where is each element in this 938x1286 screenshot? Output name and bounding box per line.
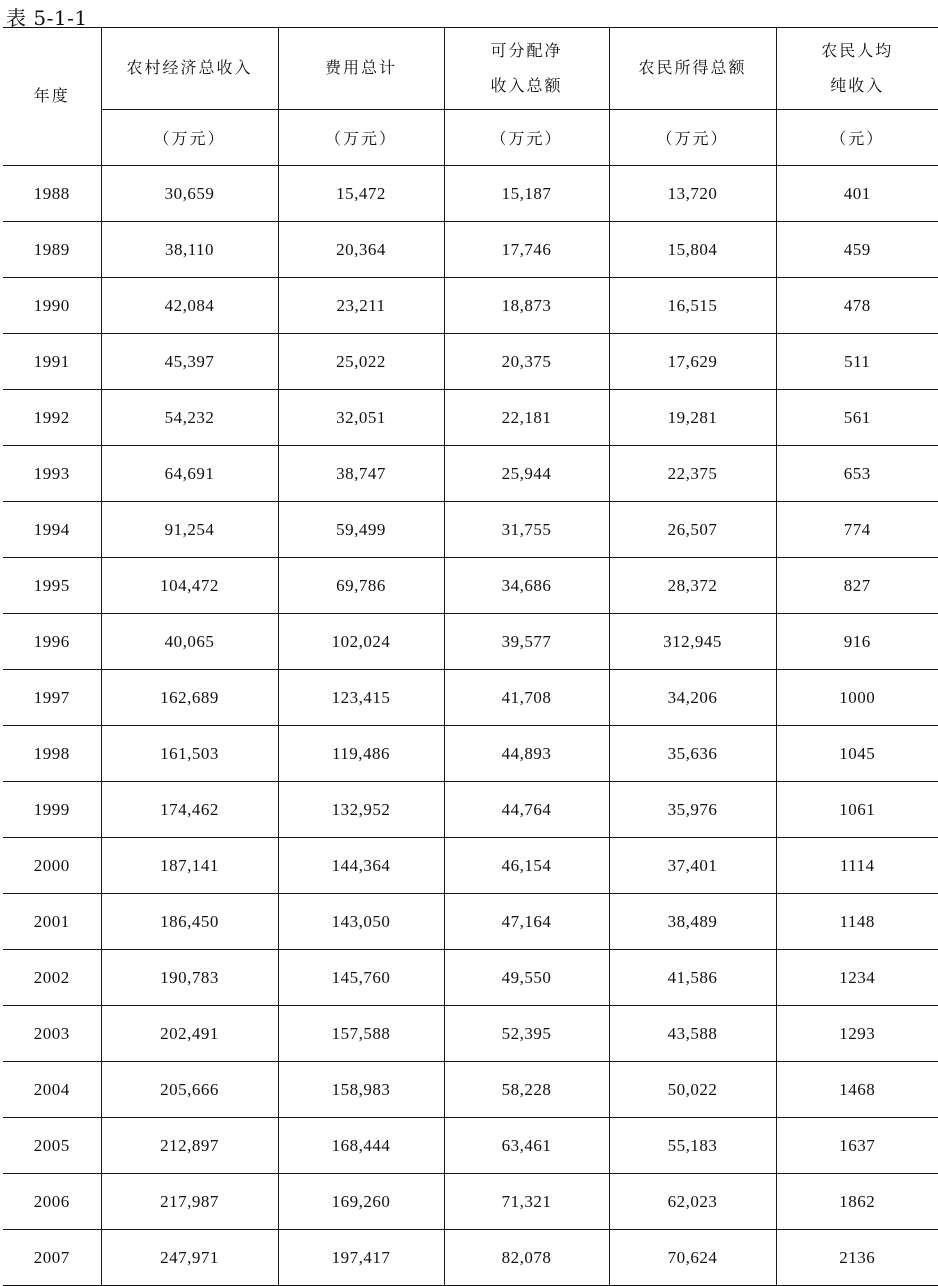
year-cell: 2000 [3,838,101,894]
header-label-line2: 收入总额 [445,69,609,104]
rural-economy-income-cell: 217,987 [101,1174,278,1230]
distributable-net-income-cell: 46,154 [444,838,609,894]
distributable-net-income-cell: 34,686 [444,558,609,614]
rural-economy-income-cell: 161,503 [101,726,278,782]
year-cell: 1993 [3,446,101,502]
header-year: 年度 [3,28,101,166]
distributable-net-income-cell: 22,181 [444,390,609,446]
table-row [3,726,938,782]
per-capita-net-income-cell: 1862 [776,1174,938,1230]
rural-economy-income-cell: 190,783 [101,950,278,1006]
farmer-total-income-cell: 16,515 [609,278,776,334]
header-per-capita-net-income [776,28,938,110]
table-row [3,1174,938,1230]
per-capita-net-income-cell: 511 [776,334,938,390]
rural-economy-income-cell: 202,491 [101,1006,278,1062]
header-label-line1: 可分配净 [445,34,609,69]
per-capita-net-income-cell: 459 [776,222,938,278]
table-row [3,446,938,502]
table-row [3,1230,938,1286]
income-statistics-table [3,27,938,1286]
per-capita-net-income-cell: 1061 [776,782,938,838]
header-label: 费用总计 [279,51,444,86]
header-label-line1: 农民人均 [777,34,938,69]
table-row [3,1118,938,1174]
table-row [3,782,938,838]
rural-economy-income-cell: 162,689 [101,670,278,726]
year-cell: 2006 [3,1174,101,1230]
farmer-total-income-cell: 55,183 [609,1118,776,1174]
distributable-net-income-cell: 25,944 [444,446,609,502]
distributable-net-income-cell: 20,375 [444,334,609,390]
farmer-total-income-cell: 43,588 [609,1006,776,1062]
total-expenses-cell: 132,952 [278,782,444,838]
total-expenses-cell: 59,499 [278,502,444,558]
year-cell: 1998 [3,726,101,782]
year-cell: 2007 [3,1230,101,1286]
table-body [3,166,938,1286]
farmer-total-income-cell: 34,206 [609,670,776,726]
farmer-total-income-cell: 41,586 [609,950,776,1006]
year-cell: 2002 [3,950,101,1006]
per-capita-net-income-cell: 1045 [776,726,938,782]
per-capita-net-income-cell: 653 [776,446,938,502]
per-capita-net-income-cell: 1293 [776,1006,938,1062]
year-cell: 1992 [3,390,101,446]
total-expenses-cell: 23,211 [278,278,444,334]
total-expenses-cell: 38,747 [278,446,444,502]
per-capita-net-income-cell: 561 [776,390,938,446]
year-cell: 2003 [3,1006,101,1062]
total-expenses-cell: 144,364 [278,838,444,894]
header-total-expenses [278,28,444,110]
table-row [3,1062,938,1118]
table-row [3,222,938,278]
rural-economy-income-cell: 54,232 [101,390,278,446]
table-row [3,838,938,894]
farmer-total-income-cell: 13,720 [609,166,776,222]
distributable-net-income-cell: 44,893 [444,726,609,782]
per-capita-net-income-cell: 1637 [776,1118,938,1174]
distributable-net-income-cell: 31,755 [444,502,609,558]
table-row [3,670,938,726]
year-cell: 1991 [3,334,101,390]
per-capita-net-income-cell: 1000 [776,670,938,726]
year-cell: 2004 [3,1062,101,1118]
table-row [3,950,938,1006]
farmer-total-income-cell: 70,624 [609,1230,776,1286]
per-capita-net-income-cell: 1148 [776,894,938,950]
table-row [3,278,938,334]
total-expenses-cell: 197,417 [278,1230,444,1286]
farmer-total-income-cell: 35,976 [609,782,776,838]
rural-economy-income-cell: 91,254 [101,502,278,558]
table-row [3,1006,938,1062]
year-cell: 1990 [3,278,101,334]
farmer-total-income-cell: 17,629 [609,334,776,390]
farmer-total-income-cell: 35,636 [609,726,776,782]
year-cell: 1989 [3,222,101,278]
header-distributable-net-income [444,28,609,110]
farmer-total-income-cell: 37,401 [609,838,776,894]
rural-economy-income-cell: 30,659 [101,166,278,222]
table-row [3,614,938,670]
unit-label: （万元） [101,110,278,166]
distributable-net-income-cell: 49,550 [444,950,609,1006]
per-capita-net-income-cell: 1234 [776,950,938,1006]
farmer-total-income-cell: 62,023 [609,1174,776,1230]
rural-economy-income-cell: 104,472 [101,558,278,614]
total-expenses-cell: 157,588 [278,1006,444,1062]
distributable-net-income-cell: 52,395 [444,1006,609,1062]
year-cell: 2001 [3,894,101,950]
rural-economy-income-cell: 212,897 [101,1118,278,1174]
total-expenses-cell: 123,415 [278,670,444,726]
rural-economy-income-cell: 45,397 [101,334,278,390]
distributable-net-income-cell: 82,078 [444,1230,609,1286]
total-expenses-cell: 169,260 [278,1174,444,1230]
total-expenses-cell: 158,983 [278,1062,444,1118]
table-header [3,28,938,166]
farmer-total-income-cell: 26,507 [609,502,776,558]
year-cell: 1999 [3,782,101,838]
farmer-total-income-cell: 38,489 [609,894,776,950]
farmer-total-income-cell: 22,375 [609,446,776,502]
header-label-line2: 纯收入 [777,69,938,104]
table-row [3,894,938,950]
table-row [3,166,938,222]
table-row [3,390,938,446]
total-expenses-cell: 15,472 [278,166,444,222]
distributable-net-income-cell: 58,228 [444,1062,609,1118]
per-capita-net-income-cell: 401 [776,166,938,222]
per-capita-net-income-cell: 1468 [776,1062,938,1118]
distributable-net-income-cell: 71,321 [444,1174,609,1230]
farmer-total-income-cell: 312,945 [609,614,776,670]
farmer-total-income-cell: 50,022 [609,1062,776,1118]
total-expenses-cell: 69,786 [278,558,444,614]
year-cell: 1997 [3,670,101,726]
farmer-total-income-cell: 15,804 [609,222,776,278]
per-capita-net-income-cell: 916 [776,614,938,670]
rural-economy-income-cell: 186,450 [101,894,278,950]
header-unit-row [3,110,938,166]
rural-economy-income-cell: 247,971 [101,1230,278,1286]
total-expenses-cell: 119,486 [278,726,444,782]
unit-label: （万元） [278,110,444,166]
farmer-total-income-cell: 19,281 [609,390,776,446]
table-caption: 表 5-1-1 [6,2,88,31]
total-expenses-cell: 143,050 [278,894,444,950]
year-cell: 1994 [3,502,101,558]
header-label: 农村经济总收入 [102,51,278,86]
total-expenses-cell: 168,444 [278,1118,444,1174]
header-farmer-total-income [609,28,776,110]
year-cell: 1988 [3,166,101,222]
total-expenses-cell: 25,022 [278,334,444,390]
distributable-net-income-cell: 18,873 [444,278,609,334]
distributable-net-income-cell: 47,164 [444,894,609,950]
per-capita-net-income-cell: 774 [776,502,938,558]
year-cell: 2005 [3,1118,101,1174]
rural-economy-income-cell: 42,084 [101,278,278,334]
distributable-net-income-cell: 17,746 [444,222,609,278]
distributable-net-income-cell: 44,764 [444,782,609,838]
farmer-total-income-cell: 28,372 [609,558,776,614]
total-expenses-cell: 20,364 [278,222,444,278]
rural-economy-income-cell: 187,141 [101,838,278,894]
rural-economy-income-cell: 64,691 [101,446,278,502]
unit-label: （万元） [444,110,609,166]
distributable-net-income-cell: 41,708 [444,670,609,726]
table-row [3,334,938,390]
header-label: 农民所得总额 [610,51,776,86]
per-capita-net-income-cell: 478 [776,278,938,334]
rural-economy-income-cell: 38,110 [101,222,278,278]
unit-label: （万元） [609,110,776,166]
year-cell: 1995 [3,558,101,614]
header-rural-economy-income [101,28,278,110]
header-title-row [3,28,938,110]
total-expenses-cell: 32,051 [278,390,444,446]
rural-economy-income-cell: 40,065 [101,614,278,670]
per-capita-net-income-cell: 2136 [776,1230,938,1286]
per-capita-net-income-cell: 1114 [776,838,938,894]
distributable-net-income-cell: 63,461 [444,1118,609,1174]
distributable-net-income-cell: 15,187 [444,166,609,222]
year-cell: 1996 [3,614,101,670]
total-expenses-cell: 145,760 [278,950,444,1006]
table-row [3,558,938,614]
rural-economy-income-cell: 205,666 [101,1062,278,1118]
rural-economy-income-cell: 174,462 [101,782,278,838]
per-capita-net-income-cell: 827 [776,558,938,614]
unit-label: （元） [776,110,938,166]
table-row [3,502,938,558]
total-expenses-cell: 102,024 [278,614,444,670]
distributable-net-income-cell: 39,577 [444,614,609,670]
